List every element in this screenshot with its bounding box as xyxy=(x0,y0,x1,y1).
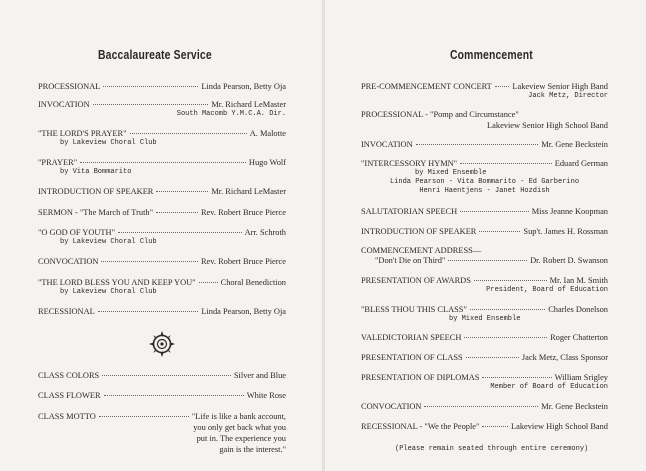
item-label: SALUTATORIAN SPEECH xyxy=(361,207,458,216)
leader-dots xyxy=(460,211,529,212)
item-note: by Lakeview Choral Club xyxy=(60,139,157,147)
item-value: Sup't. James H. Rossman xyxy=(523,227,608,236)
baccalaureate-title: Baccalaureate Service xyxy=(98,47,212,62)
item-label: "THE LORD'S PRAYER" xyxy=(38,129,127,138)
item-label: CONVOCATION xyxy=(38,257,99,266)
bacc-item-lords-prayer xyxy=(38,129,286,148)
item-note: by Lakeview Choral Club xyxy=(60,288,157,296)
comm-item-intercessory-hymn xyxy=(361,159,608,196)
comm-item-awards xyxy=(361,276,608,295)
leader-dots xyxy=(99,416,189,417)
comm-item-processional xyxy=(361,110,608,131)
decorative-emblem-icon xyxy=(148,330,176,358)
item-value: Mr. Richard LeMaster xyxy=(211,100,286,109)
leader-dots xyxy=(101,261,197,262)
item-label: INVOCATION xyxy=(361,140,413,149)
item-label: PROCESSIONAL - "Pomp and Circumstance" xyxy=(361,110,519,119)
bacc-item-processional xyxy=(38,82,286,92)
leader-dots xyxy=(464,337,547,338)
item-label: PRE-COMMENCEMENT CONCERT xyxy=(361,82,492,91)
item-label: CONVOCATION xyxy=(361,402,422,411)
comm-item-salutatorian xyxy=(361,207,608,217)
item-label: PRESENTATION OF DIPLOMAS xyxy=(361,373,480,382)
bacc-item-prayer xyxy=(38,158,286,177)
bacc-item-invocation xyxy=(38,100,286,119)
item-value: Mr. Richard LeMaster xyxy=(211,187,286,196)
item-label: "INTERCESSORY HYMN" xyxy=(361,159,458,168)
item-label: CLASS MOTTO xyxy=(38,412,96,421)
item-value: Hugo Wolf xyxy=(248,158,286,167)
comm-item-invocation xyxy=(361,140,608,150)
item-value: Miss Jeanne Koopman xyxy=(531,207,608,216)
item-label: VALEDICTORIAN SPEECH xyxy=(361,333,462,342)
item-label: COMMENCEMENT ADDRESS— xyxy=(361,246,482,255)
item-note: Jack Metz, Director xyxy=(528,92,608,100)
item-label: RECESSIONAL - "We the People" xyxy=(361,422,480,431)
item-note: by Mixed Ensemble xyxy=(415,169,487,177)
leader-dots xyxy=(118,232,242,233)
leader-dots xyxy=(156,212,198,213)
item-value: Mr. Ian M. Smith xyxy=(549,276,608,285)
class-colors xyxy=(38,371,286,381)
item-value: Silver and Blue xyxy=(233,371,286,380)
leader-dots xyxy=(466,357,519,358)
bacc-item-sermon xyxy=(38,208,286,218)
leader-dots xyxy=(424,406,538,407)
item-label: CLASS COLORS xyxy=(38,371,100,380)
leader-dots xyxy=(104,395,244,396)
item-value: Mr. Gene Beckstein xyxy=(541,140,608,149)
leader-dots xyxy=(102,375,231,376)
leader-dots xyxy=(98,311,199,312)
item-value: Charles Donelson xyxy=(548,305,608,314)
item-value: Eduard German xyxy=(554,159,608,168)
item-label: PRESENTATION OF AWARDS xyxy=(361,276,471,285)
leader-dots xyxy=(482,426,508,427)
item-label: "THE LORD BLESS YOU AND KEEP YOU" xyxy=(38,278,196,287)
item-label: SERMON - "The March of Truth" xyxy=(38,208,154,217)
seating-notice: (Please remain seated through entire ceremony) xyxy=(395,445,589,453)
item-value: A. Malotte xyxy=(249,129,286,138)
item-value: Jack Metz, Class Sponsor xyxy=(521,353,608,362)
comm-item-introduction xyxy=(361,227,608,237)
leader-dots xyxy=(460,163,552,164)
item-note: by Mixed Ensemble xyxy=(449,315,521,323)
item-label: "O GOD OF YOUTH" xyxy=(38,228,116,237)
bacc-item-o-god-of-youth xyxy=(38,228,286,247)
comm-item-diplomas xyxy=(361,373,608,392)
item-label: PRESENTATION OF CLASS xyxy=(361,353,463,362)
item-label: "BLESS THOU THIS CLASS" xyxy=(361,305,467,314)
leader-dots xyxy=(495,86,510,87)
item-label: PROCESSIONAL xyxy=(38,82,101,91)
item-label: CLASS FLOWER xyxy=(38,391,101,400)
item-label: RECESSIONAL xyxy=(38,307,95,316)
comm-item-presentation-class xyxy=(361,353,608,363)
leader-dots xyxy=(416,144,539,145)
comm-item-convocation xyxy=(361,402,608,412)
comm-item-bless-thou xyxy=(361,305,608,324)
item-value: Arr. Schroth xyxy=(244,228,286,237)
item-value: Roger Chatterton xyxy=(550,333,608,342)
leader-dots xyxy=(130,133,247,134)
item-value: Mr. Gene Beckstein xyxy=(541,402,608,411)
item-note: by Lakeview Choral Club xyxy=(60,238,157,246)
item-note-names-2: Henri Haentjens - Janet Hozdish xyxy=(419,187,550,195)
comm-item-valedictorian xyxy=(361,333,608,343)
class-motto xyxy=(38,411,286,455)
item-value: Linda Pearson, Betty Oja xyxy=(201,82,286,91)
item-sublabel: "Don't Die on Third" xyxy=(375,256,446,265)
leader-dots xyxy=(448,260,527,261)
item-value: Dr. Robert D. Swanson xyxy=(530,256,608,265)
item-note: South Macomb Y.M.C.A. Dir. xyxy=(176,110,286,118)
item-note-names-1: Linda Pearson - Vita Bommarito - Ed Garberino xyxy=(389,178,580,186)
leader-dots xyxy=(199,282,218,283)
motto-line-3: put in. The experience you xyxy=(196,434,286,443)
center-fold xyxy=(322,0,325,471)
leader-dots xyxy=(103,86,198,87)
leader-dots xyxy=(93,104,209,105)
leader-dots xyxy=(156,191,208,192)
item-value: Lakeview High School Band xyxy=(511,422,608,431)
item-label: INTRODUCTION OF SPEAKER xyxy=(361,227,477,236)
leader-dots xyxy=(482,377,551,378)
item-note: by Vita Bommarito xyxy=(60,168,132,176)
item-note: Member of Board of Education xyxy=(490,383,608,391)
item-note: Lakeview Senior High School Band xyxy=(487,121,608,130)
comm-item-address xyxy=(361,246,608,266)
comm-item-recessional xyxy=(361,422,608,432)
item-label: "PRAYER" xyxy=(38,158,78,167)
item-value: Linda Pearson, Betty Oja xyxy=(201,307,286,316)
motto-line-2: you only get back what you xyxy=(193,423,286,432)
bacc-item-introduction xyxy=(38,187,286,197)
bacc-item-lord-bless-you xyxy=(38,278,286,297)
commencement-title: Commencement xyxy=(450,47,533,62)
item-value: White Rose xyxy=(246,391,286,400)
leader-dots xyxy=(80,162,246,163)
item-value: Lakeview Senior High Band xyxy=(512,82,608,91)
bacc-item-convocation xyxy=(38,257,286,267)
item-value: Choral Benediction xyxy=(220,278,286,287)
item-label: INTRODUCTION OF SPEAKER xyxy=(38,187,154,196)
motto-line-4: gain is the interest." xyxy=(219,445,286,454)
leader-dots xyxy=(474,280,547,281)
item-label: INVOCATION xyxy=(38,100,90,109)
leader-dots xyxy=(479,231,520,232)
motto-line-1: "Life is like a bank account, xyxy=(191,412,286,421)
item-value: William Srigley xyxy=(554,373,608,382)
comm-item-pre-concert xyxy=(361,82,608,101)
bacc-item-recessional xyxy=(38,307,286,317)
item-value: Rev. Robert Bruce Pierce xyxy=(200,208,286,217)
leader-dots xyxy=(470,309,545,310)
class-flower xyxy=(38,391,286,401)
item-note: President, Board of Education xyxy=(486,286,608,294)
item-value: Rev. Robert Bruce Pierce xyxy=(200,257,286,266)
